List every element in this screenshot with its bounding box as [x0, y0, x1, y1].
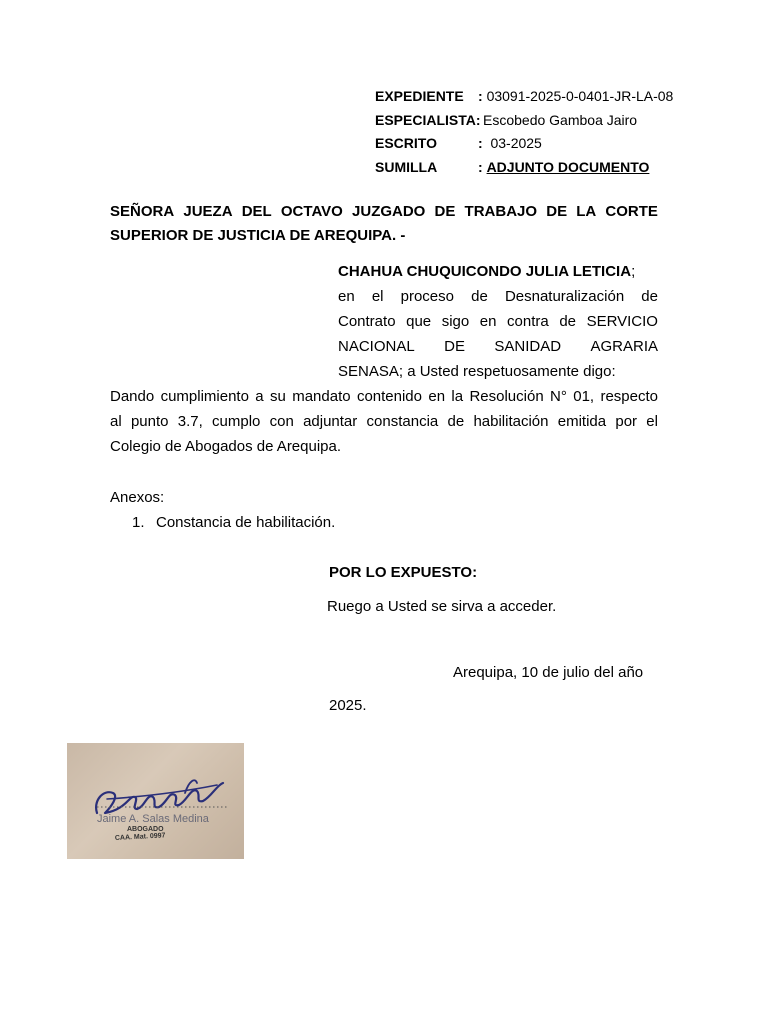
body-word: constancia — [366, 413, 439, 430]
body-word: en — [428, 388, 446, 405]
date-year: 2025. — [329, 697, 367, 714]
petitioner-word: en — [479, 313, 497, 330]
date-line: Arequipa, 10 de julio del año — [453, 664, 644, 681]
body-word: Dando — [110, 388, 155, 405]
por-lo-expuesto-heading: POR LO EXPUESTO: — [329, 564, 478, 581]
escrito-value-wrap — [478, 133, 542, 153]
addressee-word: SEÑORA — [110, 203, 175, 220]
colon: : — [478, 158, 483, 175]
body-word: por — [615, 413, 638, 430]
escrito-row — [375, 133, 735, 157]
addressee — [110, 200, 658, 248]
signature-stamp-image — [67, 743, 244, 859]
petitioner-name-line — [338, 259, 658, 284]
body-word: el — [646, 413, 658, 430]
petitioner-word: contra — [507, 313, 549, 330]
addressee-word: CORTE — [605, 203, 658, 220]
petitioner-word: NACIONAL — [338, 338, 415, 355]
petitioner-word: DE — [444, 338, 465, 355]
expediente-row — [375, 86, 735, 110]
sumilla-value: ADJUNTO DOCUMENTO — [486, 158, 650, 175]
escrito-label: ESCRITO — [375, 135, 437, 151]
body-word: mandato — [292, 388, 351, 405]
body-line-2 — [110, 409, 658, 434]
petitioner-line-3 — [338, 309, 658, 334]
petitioner-line-4 — [338, 334, 658, 359]
petitioner-word: en — [338, 288, 355, 305]
petitioner-word: de — [559, 313, 576, 330]
petitioner-line-5: SENASA; a Usted respetuosamente digo: — [338, 363, 616, 380]
petitioner-name-suffix: ; — [631, 263, 636, 280]
expediente-value-wrap — [478, 86, 673, 106]
body-word: Resolución — [469, 388, 544, 405]
body-word: N° — [550, 388, 567, 405]
body-word: contenido — [356, 388, 422, 405]
body-word: con — [269, 413, 294, 430]
petitioner-word: proceso — [400, 288, 454, 305]
addressee-word: OCTAVO — [280, 203, 343, 220]
escrito-value: 03-2025 — [490, 135, 542, 151]
body-word: al — [110, 413, 122, 430]
addressee-line-2: SUPERIOR DE JUSTICIA DE AREQUIPA. - — [110, 227, 406, 244]
addressee-word: TRABAJO — [464, 203, 538, 220]
sumilla-row — [375, 157, 735, 181]
addressee-word: DEL — [241, 203, 272, 220]
petitioner-line-2 — [338, 284, 658, 309]
body-paragraph — [110, 384, 658, 459]
addressee-line-1 — [110, 200, 658, 224]
petitioner-word: SERVICIO — [586, 313, 658, 330]
body-word: adjuntar — [303, 413, 358, 430]
petitioner-word: Contrato — [338, 313, 396, 330]
sumilla-value-wrap — [478, 157, 649, 177]
body-word: su — [270, 388, 286, 405]
anexos-list-item — [132, 510, 335, 535]
petitioner-word: de — [641, 288, 658, 305]
expediente-label: EXPEDIENTE — [375, 88, 464, 104]
body-word: de — [447, 413, 465, 430]
petitioner-word: de — [471, 288, 488, 305]
colon: : — [478, 88, 483, 104]
petitioner-name: CHAHUA CHUQUICONDO JULIA LETICIA — [338, 263, 632, 280]
body-word: a — [255, 388, 264, 405]
body-word: cumplimiento — [160, 388, 249, 405]
petitioner-word: que — [406, 313, 432, 330]
addressee-word: DE — [546, 203, 568, 220]
ruego-text: Ruego a Usted se sirva a acceder. — [327, 598, 557, 615]
sumilla-label: SUMILLA — [375, 158, 438, 175]
addressee-word: DE — [434, 203, 456, 220]
body-word: punto — [130, 413, 169, 430]
body-word: la — [451, 388, 464, 405]
addressee-word: JUZGADO — [352, 203, 426, 220]
petitioner-word: Desnaturalización — [504, 288, 625, 305]
especialista-row — [375, 110, 735, 134]
especialista-value: Escobedo Gamboa Jairo — [483, 111, 638, 128]
colon: : — [478, 135, 483, 151]
expediente-value: 03091-2025-0-0401-JR-LA-08 — [486, 88, 674, 104]
body-word: respecto — [600, 388, 658, 405]
especialista-label: ESPECIALISTA: — [375, 111, 481, 128]
body-word: cumplo — [212, 413, 261, 430]
body-line-3: Colegio de Abogados de Arequipa. — [110, 438, 342, 455]
body-word: habilitación — [473, 413, 549, 430]
petitioner-word: AGRARIA — [590, 338, 658, 355]
signature-graphic — [67, 743, 244, 859]
body-word: emitida — [557, 413, 607, 430]
petitioner-word: SANIDAD — [494, 338, 562, 355]
petitioner-block — [338, 259, 658, 384]
addressee-word: JUEZA — [183, 203, 233, 220]
body-line-1 — [110, 384, 658, 409]
anexos-item-number: 1. — [132, 514, 145, 531]
case-header — [375, 86, 735, 180]
petitioner-word: el — [371, 288, 384, 305]
body-word: 01, — [573, 388, 595, 405]
addressee-word: LA — [576, 203, 597, 220]
anexos-title: Anexos: — [110, 489, 165, 506]
petitioner-word: sigo — [441, 313, 470, 330]
signature-registration: CAA. Mat. 0997 — [114, 832, 166, 842]
signature-title: ABOGADO — [127, 826, 164, 833]
body-word: 3.7, — [177, 413, 203, 430]
anexos-item-text: Constancia de habilitación. — [156, 514, 336, 531]
signature-name: Jaime A. Salas Medina — [97, 813, 209, 825]
